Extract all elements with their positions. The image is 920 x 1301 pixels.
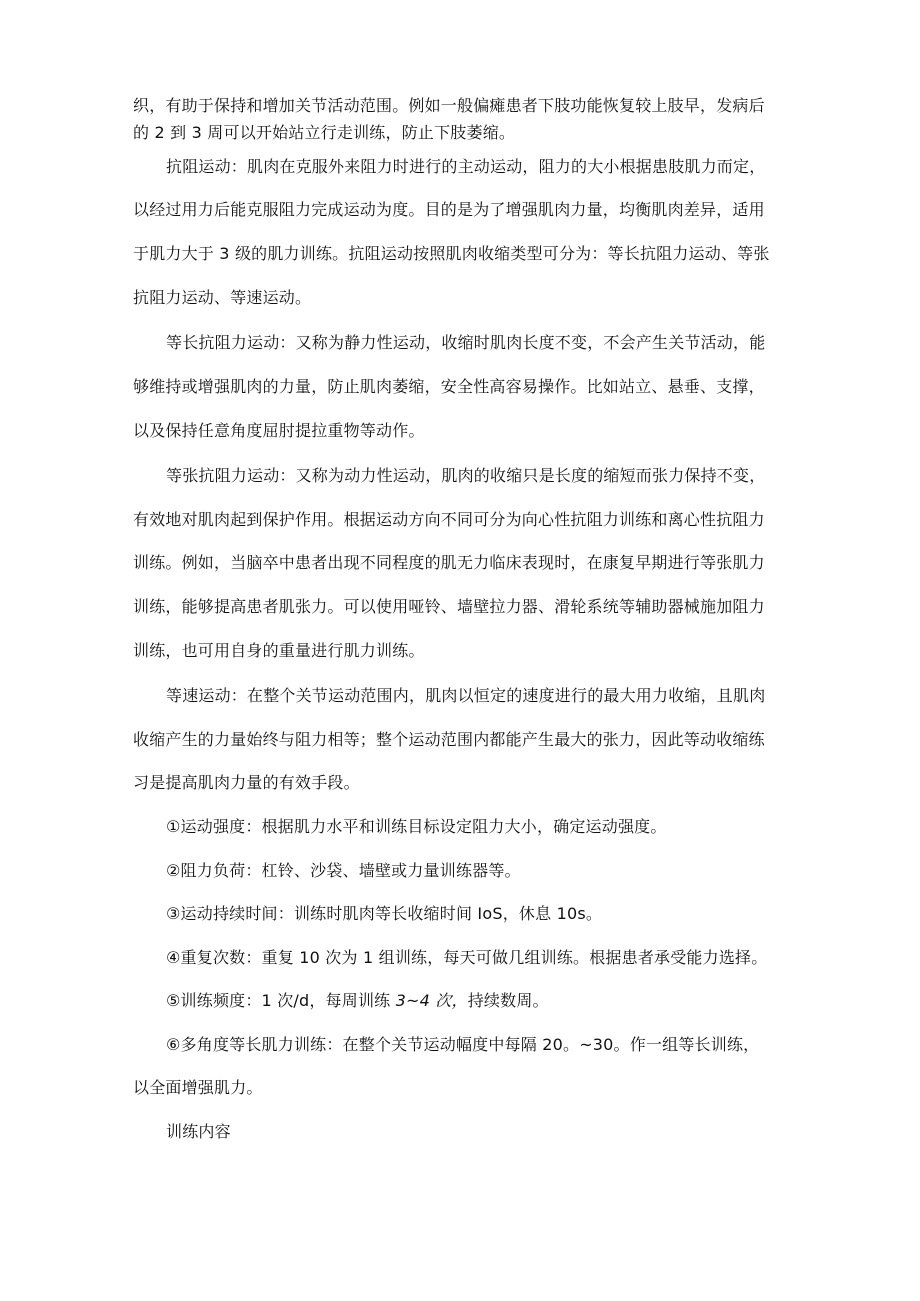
paragraph-line: 习是提高肌肉力量的有效手段。 xyxy=(133,773,360,792)
list-item: ③运动持续时间：训练时肌肉等长收缩时间 IoS，休息 10s。 xyxy=(166,904,603,923)
paragraph-line: 收缩产生的力量始终与阻力相等；整个运动范围内都能产生最大的张力，因此等动收缩练 xyxy=(133,730,765,749)
paragraph-line: 织，有助于保持和增加关节活动范围。例如一般偏瘫患者下肢功能恢复较上肢早，发病后 xyxy=(133,96,765,115)
list-item: ①运动强度：根据肌力水平和训练目标设定阻力大小，确定运动强度。 xyxy=(166,817,667,836)
paragraph-line: 于肌力大于 3 级的肌力训练。抗阻运动按照肌肉收缩类型可分为：等长抗阻力运动、等张 xyxy=(133,244,770,263)
paragraph-line: 抗阻运动：肌肉在克服外来阻力时进行的主动运动，阻力的大小根据患肢肌力而定， xyxy=(166,157,766,176)
list-item-text: 3~4 次， xyxy=(395,991,468,1010)
paragraph-line: 等速运动：在整个关节运动范围内，肌肉以恒定的速度进行的最大用力收缩，且肌肉 xyxy=(166,686,766,705)
list-item-text: ⑤训练频度：1 次/d，每周训练 xyxy=(166,991,396,1010)
list-item-text: 持续数周。 xyxy=(467,991,549,1010)
paragraph-line: 抗阻力运动、等速运动。 xyxy=(133,288,312,307)
list-item: ②阻力负荷：杠铃、沙袋、墙壁或力量训练器等。 xyxy=(166,861,521,880)
paragraph-line: 训练。例如，当脑卒中患者出现不同程度的肌无力临床表现时，在康复早期进行等张肌力 xyxy=(133,553,765,572)
list-item: ④重复次数：重复 10 次为 1 组训练，每天可做几组训练。根据患者承受能力选择。 xyxy=(166,948,768,967)
paragraph-line: 以及保持任意角度屈肘提拉重物等动作。 xyxy=(133,421,425,440)
paragraph-line: 以经过用力后能克服阻力完成运动为度。目的是为了增强肌肉力量，均衡肌肉差异，适用 xyxy=(133,200,765,219)
list-item: 以全面增强肌力。 xyxy=(133,1078,263,1097)
list-item xyxy=(166,991,549,1011)
list-item: ⑥多角度等长肌力训练：在整个关节运动幅度中每隔 20。~30。作一组等长训练， xyxy=(166,1035,760,1054)
paragraph-line: 训练，能够提高患者肌张力。可以使用哑铃、墙壁拉力器、滑轮系统等辅助器械施加阻力 xyxy=(133,597,765,616)
paragraph-line: 等张抗阻力运动：又称为动力性运动，肌肉的收缩只是长度的缩短而张力保持不变， xyxy=(166,466,766,485)
section-heading: 训练内容 xyxy=(166,1122,231,1141)
paragraph-line: 等长抗阻力运动：又称为静力性运动，收缩时肌肉长度不变，不会产生关节活动，能 xyxy=(166,333,766,352)
paragraph-line: 够维持或增强肌肉的力量，防止肌肉萎缩，安全性高容易操作。比如站立、悬垂、支撑， xyxy=(133,377,765,396)
paragraph-line: 训练，也可用自身的重量进行肌力训练。 xyxy=(133,641,425,660)
paragraph-line: 的 2 到 3 周可以开始站立行走训练，防止下肢萎缩。 xyxy=(133,123,516,142)
paragraph-line: 有效地对肌肉起到保护作用。根据运动方向不同可分为向心性抗阻力训练和离心性抗阻力 xyxy=(133,510,765,529)
